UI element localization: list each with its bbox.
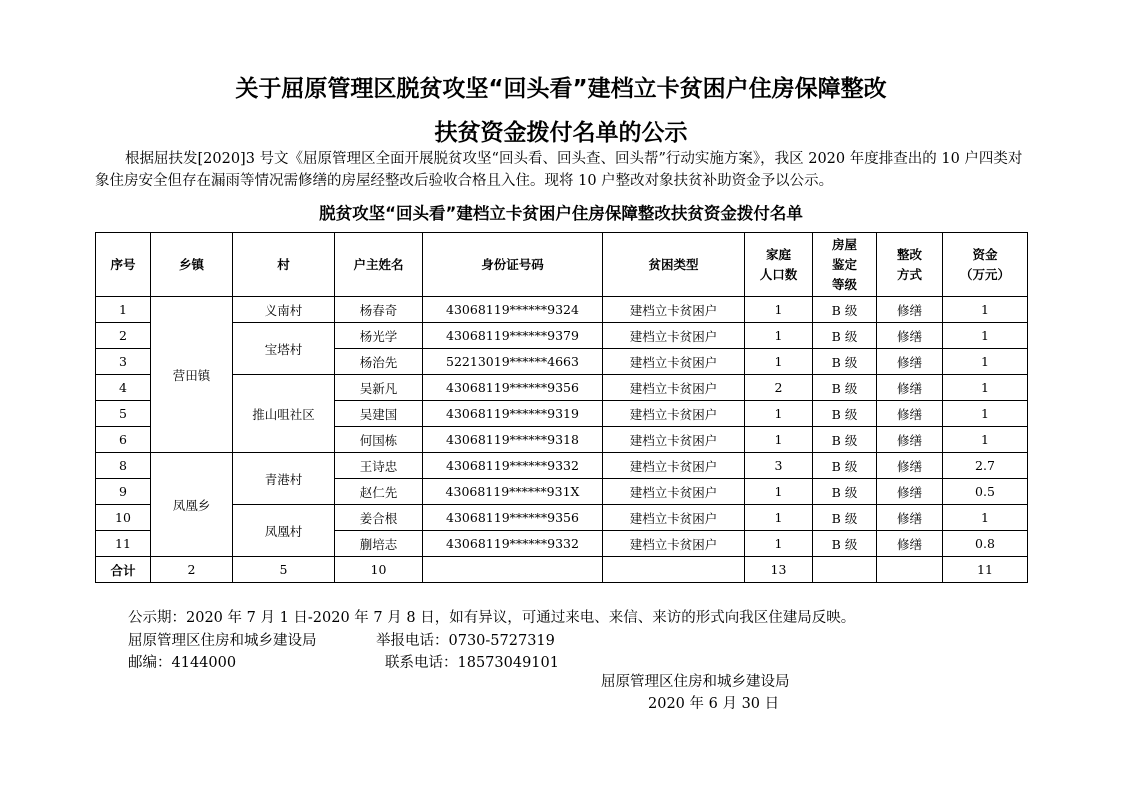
total-towns: 2 [151,557,233,583]
cell-fund: 1 [943,297,1028,323]
postcode: 邮编：4144000 [128,655,237,671]
cell-seq: 3 [96,349,151,375]
table-row [96,297,1028,323]
cell-name: 姜合根 [335,505,423,531]
cell-name: 吴新凡 [335,375,423,401]
cell-id: 52213019******4663 [423,349,603,375]
cell-grade: B 级 [813,349,877,375]
signature-org: 屈原管理区住房和城乡建设局 [601,674,790,690]
table-row [96,323,1028,349]
cell-name: 蒯培志 [335,531,423,557]
header-fund-line1: 资金 [972,246,998,262]
cell-seq: 9 [96,479,151,505]
cell-name: 王诗忠 [335,453,423,479]
cell-name: 何国栋 [335,427,423,453]
cell-method: 修缮 [877,427,943,453]
cell-fund: 2.7 [943,453,1028,479]
header-house-line2: 鉴定 [831,256,857,272]
cell-seq: 1 [96,297,151,323]
cell-pop: 1 [745,427,813,453]
document-title-line2: 扶贫资金拨付名单的公示 [434,120,688,146]
cell-method: 修缮 [877,479,943,505]
cell-id: 43068119******9379 [423,323,603,349]
cell-type: 建档立卡贫困户 [603,375,745,401]
cell-village: 宝塔村 [233,323,335,375]
notice-period: 公示期：2020 年 7 月 1 日-2020 年 7 月 8 日，如有异议，可通过来电、来信、来访的形式向我区住建局反映。 [128,610,856,626]
cell-method: 修缮 [877,401,943,427]
cell-seq: 10 [96,505,151,531]
header-fix-line2: 方式 [896,266,922,282]
cell-name: 杨治先 [335,349,423,375]
cell-grade: B 级 [813,297,877,323]
cell-name: 吴建国 [335,401,423,427]
table-row [96,375,1028,401]
header-fund-line2: （万元） [959,266,1010,282]
header-fund [943,233,1028,297]
header-row [96,233,1028,297]
header-family [745,233,813,297]
total-empty-type [603,557,745,583]
cell-seq: 5 [96,401,151,427]
header-name: 户主姓名 [335,233,423,297]
contact-phone: 联系电话：18573049101 [385,655,559,671]
cell-town: 营田镇 [151,297,233,453]
header-family-line1: 家庭 [765,246,791,262]
header-fix [877,233,943,297]
cell-method: 修缮 [877,453,943,479]
cell-type: 建档立卡贫困户 [603,349,745,375]
cell-fund: 1 [943,505,1028,531]
header-seq: 序号 [96,233,151,297]
cell-id: 43068119******9356 [423,505,603,531]
cell-seq: 8 [96,453,151,479]
cell-seq: 6 [96,427,151,453]
cell-id: 43068119******931X [423,479,603,505]
cell-grade: B 级 [813,505,877,531]
cell-type: 建档立卡贫困户 [603,453,745,479]
cell-method: 修缮 [877,531,943,557]
cell-name: 杨光学 [335,323,423,349]
cell-grade: B 级 [813,427,877,453]
cell-village: 义南村 [233,297,335,323]
cell-seq: 4 [96,375,151,401]
cell-method: 修缮 [877,323,943,349]
total-label: 合计 [96,557,151,583]
total-villages: 5 [233,557,335,583]
cell-fund: 0.5 [943,479,1028,505]
total-empty-method [877,557,943,583]
cell-method: 修缮 [877,349,943,375]
cell-seq: 11 [96,531,151,557]
cell-name: 赵仁先 [335,479,423,505]
cell-grade: B 级 [813,323,877,349]
total-empty-grade [813,557,877,583]
cell-town: 凤凰乡 [151,453,233,557]
cell-id: 43068119******9319 [423,401,603,427]
table-row [96,505,1028,531]
document-title-line1: 关于屈原管理区脱贫攻坚“回头看”建档立卡贫困户住房保障整改 [235,76,887,102]
header-house [813,233,877,297]
cell-pop: 1 [745,297,813,323]
total-fund: 11 [943,557,1028,583]
cell-grade: B 级 [813,401,877,427]
cell-village: 推山咀社区 [233,375,335,453]
header-village: 村 [233,233,335,297]
cell-type: 建档立卡贫困户 [603,427,745,453]
cell-fund: 1 [943,349,1028,375]
cell-pop: 1 [745,349,813,375]
total-empty-id [423,557,603,583]
cell-village: 凤凰村 [233,505,335,557]
cell-type: 建档立卡贫困户 [603,401,745,427]
table-title: 脱贫攻坚“回头看”建档立卡贫困户住房保障整改扶贫资金拨付名单 [319,204,803,223]
header-house-line1: 房屋 [831,236,857,252]
header-id: 身份证号码 [423,233,603,297]
cell-method: 修缮 [877,505,943,531]
cell-pop: 1 [745,531,813,557]
header-type: 贫困类型 [603,233,745,297]
total-pop: 13 [745,557,813,583]
cell-fund: 1 [943,427,1028,453]
cell-pop: 1 [745,505,813,531]
cell-type: 建档立卡贫困户 [603,531,745,557]
cell-id: 43068119******9332 [423,531,603,557]
cell-fund: 1 [943,375,1028,401]
cell-seq: 2 [96,323,151,349]
cell-fund: 0.8 [943,531,1028,557]
cell-grade: B 级 [813,479,877,505]
cell-method: 修缮 [877,375,943,401]
cell-pop: 2 [745,375,813,401]
funding-table [95,232,1028,583]
report-phone: 举报电话：0730-5727319 [376,633,555,649]
cell-id: 43068119******9356 [423,375,603,401]
cell-method: 修缮 [877,297,943,323]
cell-type: 建档立卡贫困户 [603,323,745,349]
cell-type: 建档立卡贫困户 [603,297,745,323]
cell-grade: B 级 [813,453,877,479]
header-fix-line1: 整改 [896,246,922,262]
cell-pop: 1 [745,479,813,505]
cell-id: 43068119******9332 [423,453,603,479]
header-family-line2: 人口数 [759,266,798,282]
cell-id: 43068119******9324 [423,297,603,323]
intro-paragraph: 根据屈扶发[2020]3 号文《屈原管理区全面开展脱贫攻坚“回头看、回头查、回头帮”行动实施方案》，我区 2020 年度排查出的 10 户四类对象住房安全但存在漏雨等情况需修缮的房屋经整改后验收合格且入住。现将 10 户整改对象扶贫补助资金予以公示。 [95,151,1023,189]
cell-type: 建档立卡贫困户 [603,479,745,505]
signature-date: 2020 年 6 月 30 日 [648,696,780,712]
cell-pop: 1 [745,323,813,349]
cell-grade: B 级 [813,375,877,401]
cell-grade: B 级 [813,531,877,557]
cell-id: 43068119******9318 [423,427,603,453]
cell-pop: 3 [745,453,813,479]
cell-village: 青港村 [233,453,335,505]
header-house-line3: 等级 [831,276,857,292]
footer-org: 屈原管理区住房和城乡建设局 [128,633,317,649]
cell-type: 建档立卡贫困户 [603,505,745,531]
total-households: 10 [335,557,423,583]
cell-fund: 1 [943,401,1028,427]
total-row [96,557,1028,583]
cell-fund: 1 [943,323,1028,349]
cell-pop: 1 [745,401,813,427]
cell-name: 杨春奇 [335,297,423,323]
header-town: 乡镇 [151,233,233,297]
table-row [96,453,1028,479]
